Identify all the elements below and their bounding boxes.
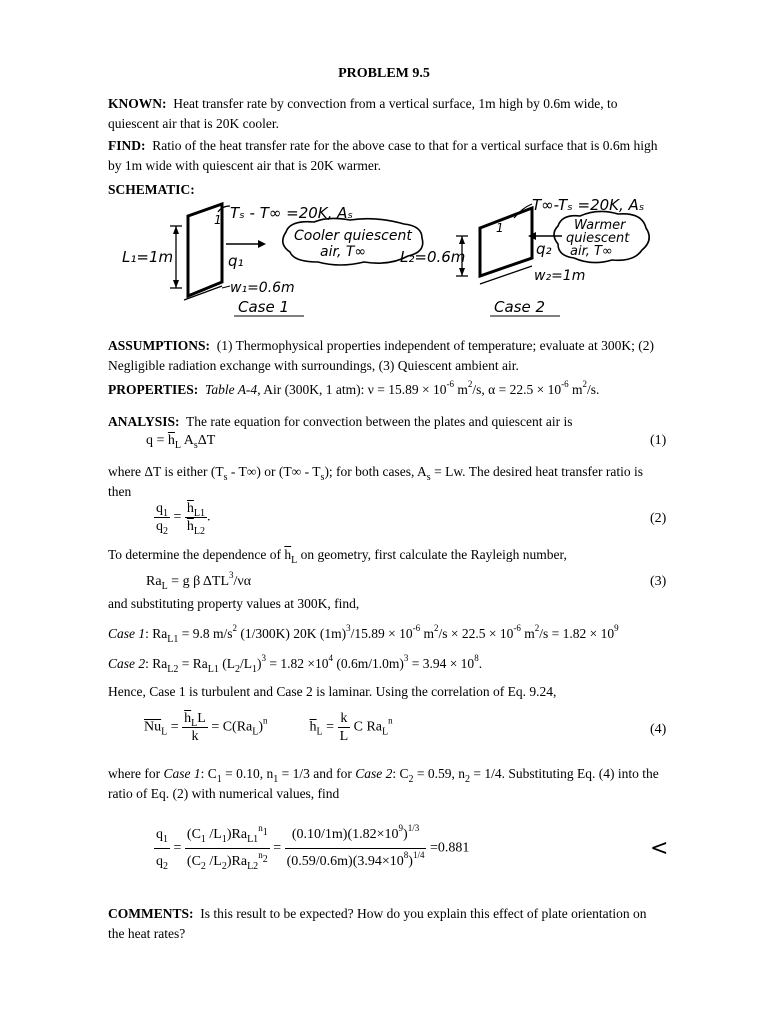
- comments-label: COMMENTS:: [108, 906, 194, 921]
- hence-line: Hence, Case 1 is turbulent and Case 2 is laminar. Using the correlation of Eq. 9.24,: [108, 684, 557, 699]
- case2-air-line1: Warmer: [574, 218, 626, 233]
- comments-text: Is this result to be expected? How do you explain this effect of plate orientation on the heat rates?: [108, 906, 647, 941]
- case1-air-line2: air, T∞: [320, 244, 367, 260]
- assumptions-section: [108, 336, 666, 376]
- case2-width-label: w₂=1m: [534, 268, 586, 284]
- known-text: Heat transfer rate by convection from a vertical surface, 1m high by 0.6m wide, to quiescent air that is 20K cooler.: [108, 96, 618, 131]
- final-ratio-result: =0.881: [429, 840, 470, 856]
- schematic-label: SCHEMATIC:: [108, 182, 195, 197]
- case1-q-label: q₁: [228, 252, 244, 270]
- case1-air-line1: Cooler quiescent: [294, 228, 412, 244]
- case2-condition: T∞-Tₛ =20K, Aₛ: [532, 196, 645, 214]
- case2-rayleigh-calc: Case 2: $Ra_{L2} = Ra_{L1}$ $(L_2/L_1)^3 = 1.82 \times 10^4$ $(0.6m/1.0m)^3 = 3.94 \times 10^8$.: [108, 653, 483, 675]
- case1-label: Case 1: [238, 298, 290, 316]
- case1-condition: Tₛ - T∞ =20K, Aₛ: [230, 204, 354, 222]
- equation-1-number: (1): [650, 433, 667, 448]
- find-section: [108, 136, 666, 176]
- case2-plate: [480, 208, 532, 276]
- equation-3: $Ra_L = g$ β ΔTL$^3$/να: [146, 570, 252, 592]
- case2-air-line2: quiescent: [566, 231, 630, 246]
- case1-surface-mark: 1: [214, 213, 222, 227]
- case2-label: Case 2: [494, 298, 546, 316]
- case2-height-label: L₂=0.6m: [400, 248, 466, 266]
- case1-rayleigh-calc: Case 1: $Ra_{L1} = 9.8$ $m/s^2$ (1/300K) 20K $(1m)^3/15.89 \times 10^{-6}$ $m^2/s \times 22.5 \times 10^{-6}$ $m^2/s = 1.82 \times 10^9$: [108, 623, 619, 645]
- comments-section: [108, 904, 666, 944]
- case2-width-dim: [480, 266, 532, 284]
- properties-section: PROPERTIES: Table A-4, Air (300K, 1 atm): $\nu = 15.89 \times 10^{-6}$ $m^2/s$, $\alpha = 22.5 \times 10^{-6}$ $m^2/s$.: [108, 379, 600, 397]
- equation-2-number: (2): [650, 511, 667, 526]
- case1-height-label: L₁=1m: [122, 248, 174, 266]
- case1-width-label: w₁=0.6m: [230, 280, 295, 296]
- assumptions-label: ASSUMPTIONS:: [108, 338, 211, 353]
- analysis-intro: ANALYSIS: The rate equation for convection between the plates and quiescent air is: [108, 414, 573, 429]
- where-delta-t: where ΔT is either $(T_s - T\infty)$ or $(T\infty - T_s)$; for both cases, $A_s = Lw$. The desired heat transfer ratio is then: [108, 464, 643, 499]
- equation-1: $q = \overline{h}_L$ $A_s\Delta T$: [146, 433, 216, 451]
- schematic-figure: [118, 196, 658, 320]
- answer-marker: <: [650, 836, 669, 861]
- known-section: [108, 94, 666, 134]
- find-text: Ratio of the heat transfer rate for the above case to that for a vertical surface that is 0.6m high by 1m wide with quiescent air that is 20K warmer.: [108, 138, 658, 173]
- assumptions-text: (1) Thermophysical properties independent of temperature; evaluate at 300K; (2) Negligible radiation exchange with surroundings, (3) Quiescent ambient air.: [108, 338, 654, 373]
- case1-width-dim: [184, 286, 222, 300]
- analysis-label: ANALYSIS:: [108, 414, 180, 429]
- equation-4-number: (4): [650, 722, 667, 737]
- rayleigh-intro: To determine the dependence of $\overline{h}_L$ on geometry, first calculate the Rayleigh number,: [108, 547, 567, 566]
- case2-air-line3: air, T∞: [570, 244, 613, 259]
- where-constants: where for Case 1: $C_1 = 0.10$, $n_1 = 1/3$ and for Case 2: $C_2 = 0.59$, $n_2 = 1/4$. Substituting Eq. (4) into the ratio of Eq. (2) with numerical values, find: [108, 766, 659, 801]
- case1-arrowhead: [258, 240, 266, 248]
- known-label: KNOWN:: [108, 96, 167, 111]
- properties-label: PROPERTIES:: [108, 382, 199, 397]
- final-ratio-equation: $\frac{q_1}{q_2}$ = $\frac{(C_1 /L_1)Ra_{L1}^{n_1}}{(C_2 /L_2)Ra_{L2}^{n_2}}$ = $\frac{(0.10/1m)(1.82\times 10^9)^{1/3}}{(0.59/0.6m)(3.94\times 10^8)^{1/4}}$ =0.881: [156, 823, 470, 872]
- case2-surface-mark: 1: [496, 221, 504, 235]
- equation-4: $\overline{Nu}_L$ = $\frac{\overline{h}_LL}{k}$ = $C(Ra_L)^n$ $\overline{h}_L$ = $\frac{k}{L}$ C $Ra_L^n$: [144, 711, 393, 744]
- case2-q-label: q₂: [536, 240, 552, 258]
- find-label: FIND:: [108, 138, 146, 153]
- page-title: PROBLEM 9.5: [338, 66, 430, 81]
- properties-table: Table A-4: [205, 382, 258, 397]
- equation-3-number: (3): [650, 574, 667, 589]
- equation-2: $\frac{q_1}{q_2}$ = $\frac{\overline{h}_{L1}}{\overline{h}_{L2}}$ .: [156, 501, 211, 537]
- substituting-line: and substituting property values at 300K, find,: [108, 596, 360, 611]
